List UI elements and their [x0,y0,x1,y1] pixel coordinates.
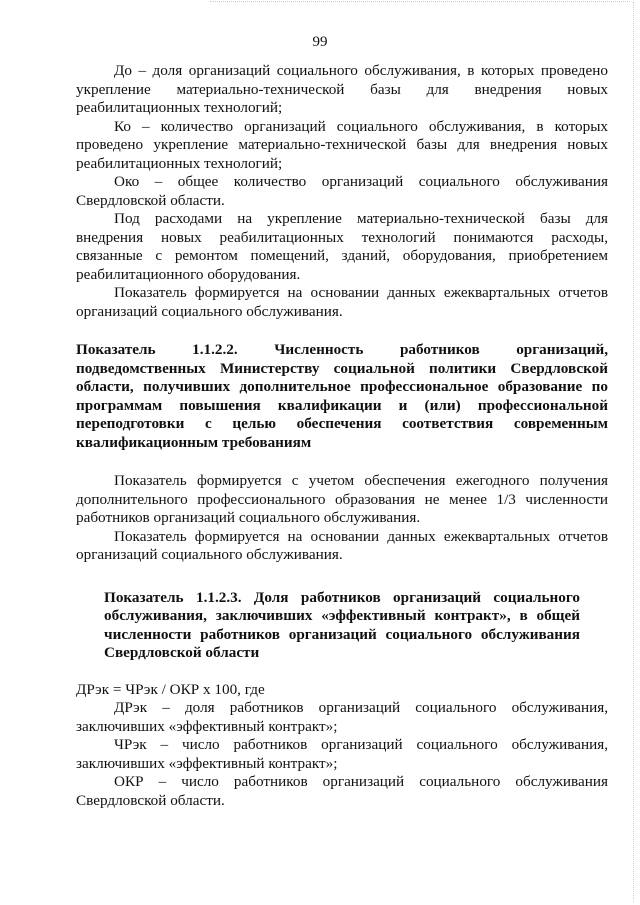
paragraph-do-definition: До – доля организаций социального обслуживания, в которых проведено укрепление материально-технической базы для внедрения новых реабилитационных технологий; [76,62,608,116]
paragraph-expenses-definition: Под расходами на укрепление материально-технической базы для внедрения новых реабилитационных технологий понимаются расходы, связанные с ремонтом помещений, зданий, оборудования, приобретением реабилитационного оборудования. [76,210,608,283]
paragraph-chrek-definition: ЧРэк – число работников организаций социального обслуживания, заключивших «эффективный контракт»; [76,736,608,772]
heading-indicator-1-1-2-2: Показатель 1.1.2.2. Численность работников организаций, подведомственных Министерству социальной политики Свердловской области, получивших дополнительное профессиональное образование по программам повышения квалификации и (или) профессиональной переподготовки с целью обеспечения соответствия современным квалификационным требованиям [76,341,608,451]
scan-edge-right [632,2,634,902]
paragraph-data-source-1: Показатель формируется на основании данных ежеквартальных отчетов организаций социального обслуживания. [76,284,608,320]
page-number: 99 [312,34,328,50]
paragraph-data-source-2: Показатель формируется на основании данных ежеквартальных отчетов организаций социального обслуживания. [76,527,608,563]
paragraph-annual-training: Показатель формируется с учетом обеспечения ежегодного получения дополнительного профессионального образования не менее 1/3 численности работников организаций социального обслуживания. [76,472,608,526]
scan-edge-top [210,1,630,3]
paragraph-okr-definition: ОКР – число работников организаций социального обслуживания Свердловской области. [76,773,608,809]
paragraph-oko-definition: Око – общее количество организаций социального обслуживания Свердловской области. [76,173,608,209]
formula: ДРэк = ЧРэк / ОКР x 100, где [76,680,265,698]
paragraph-ko-definition: Ко – количество организаций социального обслуживания, в которых проведено укрепление материально-технической базы для внедрения новых реабилитационных технологий; [76,117,608,172]
document-body [76,62,608,810]
heading-indicator-1-1-2-3: Показатель 1.1.2.3. Доля работников организаций социального обслуживания, заключивших «эффективный контракт», в общей численности работников организаций социального обслуживания Свердловской области [104,588,580,661]
paragraph-drek-definition: ДРэк – доля работников организаций социального обслуживания, заключивших «эффективный контракт»; [76,699,608,735]
